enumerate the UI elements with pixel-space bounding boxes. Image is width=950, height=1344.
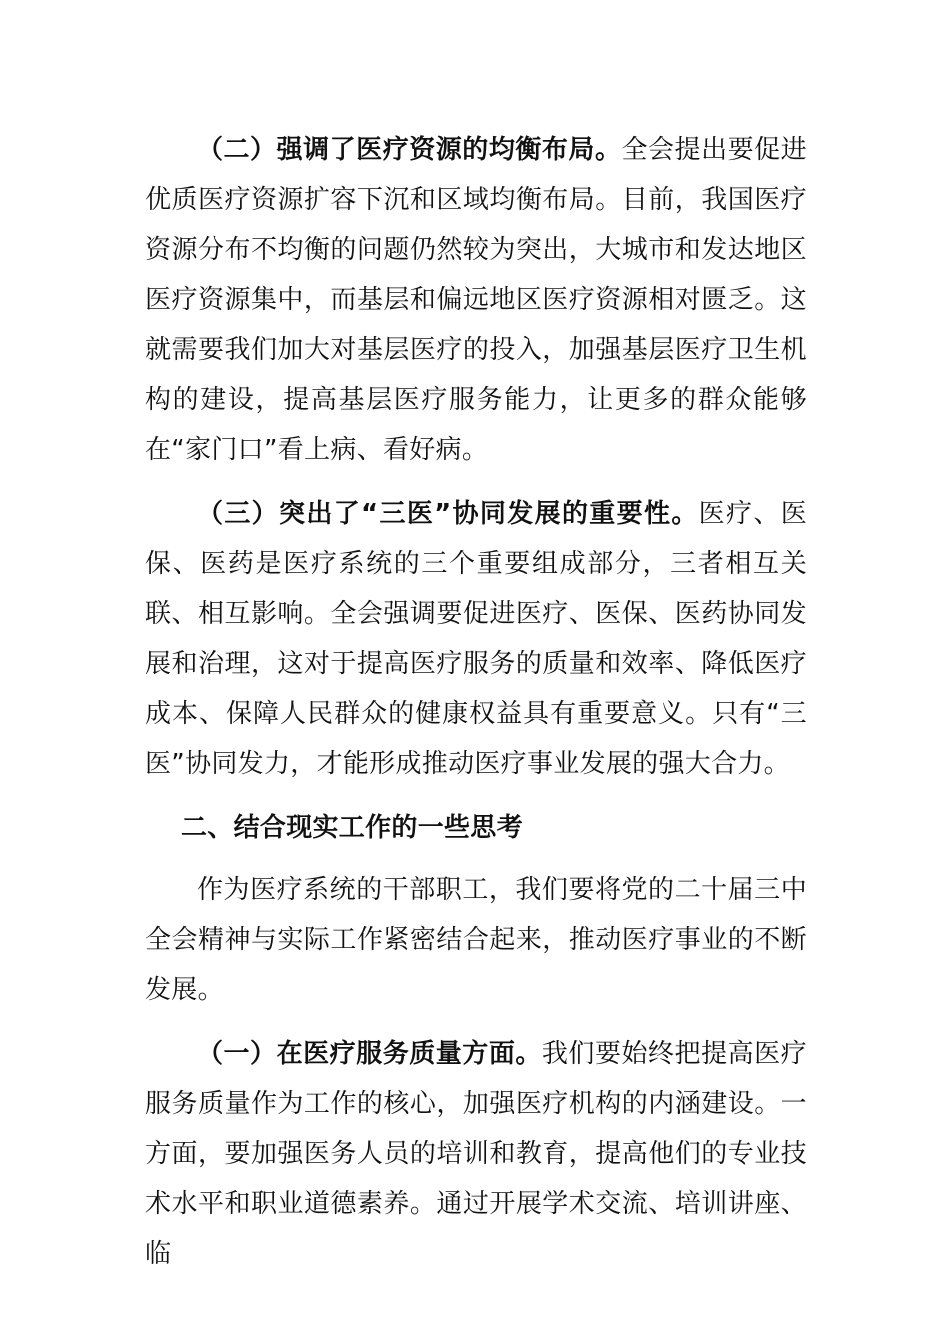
paragraph-text: 我们要始终把提高医疗服务质量作为工作的核心，加强医疗机构的内涵建设。一方面，要加强医务人员的培训和教育，提高他们的专业技术水平和职业道德素养。通过开展学术交流、培训讲座、临 (145, 1039, 807, 1269)
paragraph-lead: （二）强调了医疗资源的均衡布局。 (197, 135, 622, 165)
section-heading: 二、结合现实工作的一些思考 (181, 813, 523, 843)
paragraph-text: 医疗、医保、医药是医疗系统的三个重要组成部分，三者相互关联、相互影响。全会强调要促进医疗、医保、医药协同发展和治理，这对于提高医疗服务的质量和效率、降低医疗成本、保障人民群众的健康权益具有重要意义。只有“三医”协同发力，才能形成推动医疗事业发展的强大合力。 (145, 499, 807, 779)
paragraph-balanced-distribution (145, 125, 807, 475)
paragraph-service-quality (145, 1029, 807, 1279)
paragraph-lead: （一）在医疗服务质量方面。 (197, 1039, 542, 1069)
paragraph-intro: 作为医疗系统的干部职工，我们要将党的二十届三中全会精神与实际工作紧密结合起来，推动医疗事业的不断发展。 (145, 875, 807, 1005)
paragraph-three-medical-synergy (145, 489, 807, 789)
document-body (145, 125, 807, 1289)
paragraph-lead: （三）突出了“三医”协同发展的重要性。 (197, 499, 699, 529)
paragraph-text: 全会提出要促进优质医疗资源扩容下沉和区域均衡布局。目前，我国医疗资源分布不均衡的问题仍然较为突出，大城市和发达地区医疗资源集中，而基层和偏远地区医疗资源相对匮乏。这就需要我们加大对基层医疗的投入，加强基层医疗卫生机构的建设，提高基层医疗服务能力，让更多的群众能够在“家门口”看上病、看好病。 (145, 135, 807, 465)
